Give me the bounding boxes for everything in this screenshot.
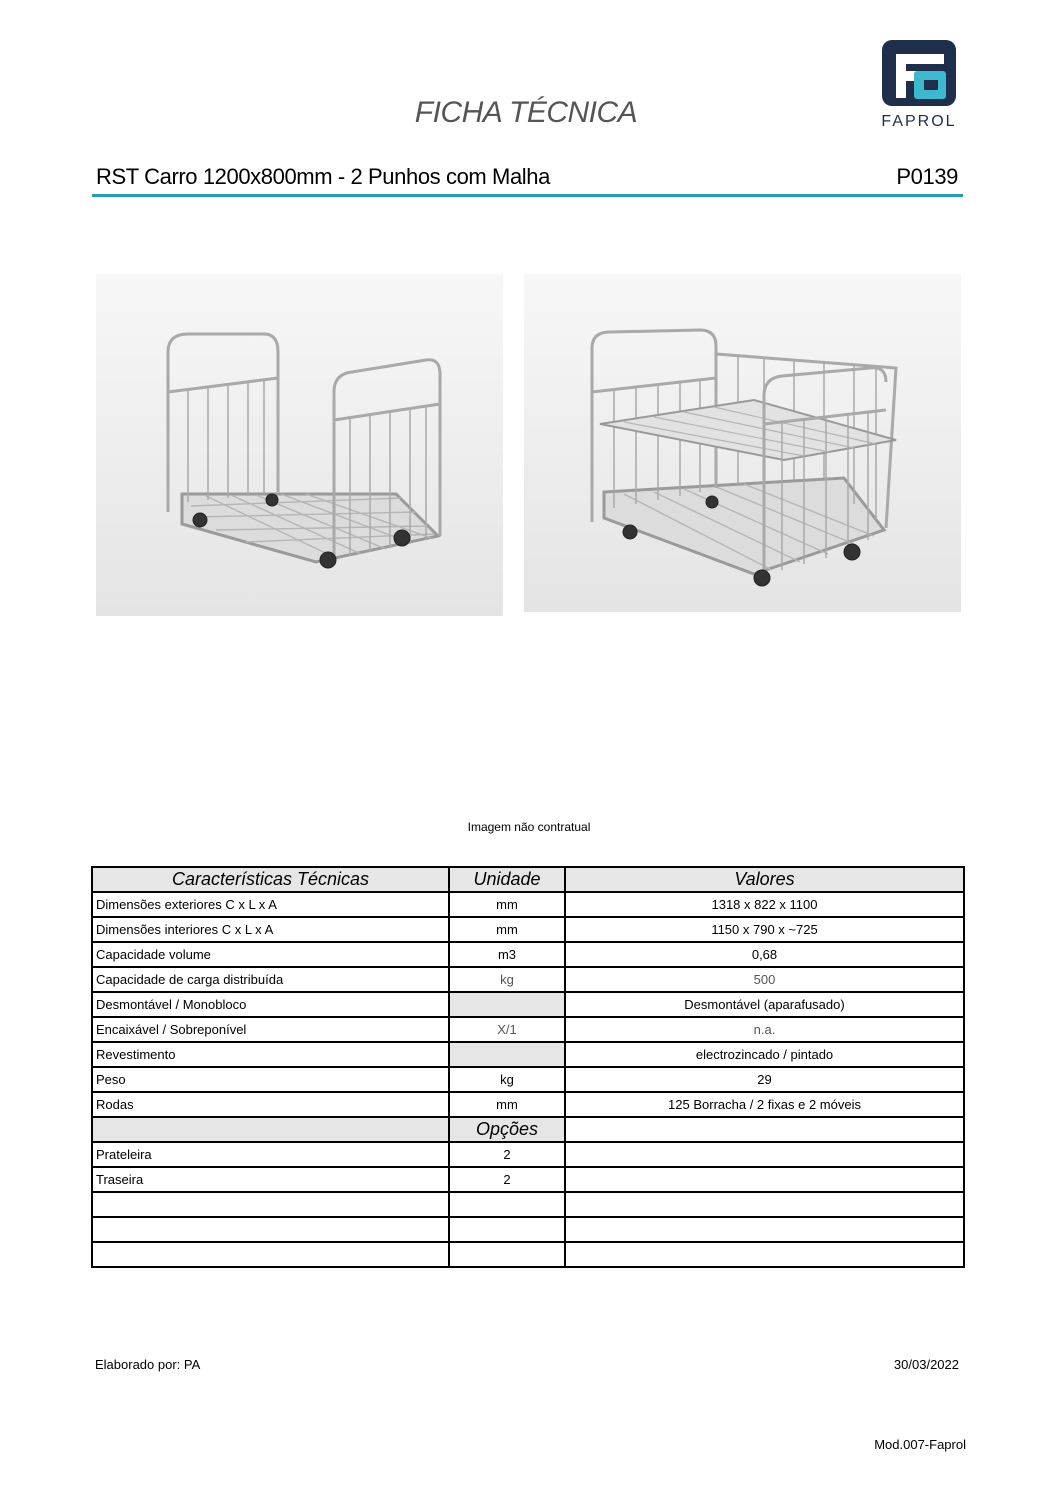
spec-row (92, 917, 964, 942)
spec-value: electrozincado / pintado (565, 1042, 964, 1067)
option-qty: 2 (449, 1167, 565, 1192)
empty-cell (565, 1217, 964, 1242)
header-characteristics: Características Técnicas (92, 867, 449, 892)
spec-label: Rodas (92, 1092, 449, 1117)
spec-row (92, 892, 964, 917)
spec-unit: m3 (449, 942, 565, 967)
spec-row (92, 967, 964, 992)
empty-cell (92, 1242, 449, 1267)
spec-row (92, 1017, 964, 1042)
options-header: Opções (449, 1117, 565, 1142)
empty-cell (449, 1192, 565, 1217)
spec-value: 125 Borracha / 2 fixas e 2 móveis (565, 1092, 964, 1117)
empty-row (92, 1192, 964, 1217)
document-title: FICHA TÉCNICA (414, 96, 638, 129)
spec-label: Encaixável / Sobreponível (92, 1017, 449, 1042)
empty-cell (92, 1217, 449, 1242)
spec-unit: X/1 (449, 1017, 565, 1042)
spec-value: Desmontável (aparafusado) (565, 992, 964, 1017)
logo-wordmark: FAPROL (881, 113, 957, 130)
spec-value: 1318 x 822 x 1100 (565, 892, 964, 917)
options-header-blank-value (565, 1117, 964, 1142)
prepared-by: Elaborado por: PA (95, 1357, 201, 1372)
spec-value: 1150 x 790 x ~725 (565, 917, 964, 942)
spec-label: Peso (92, 1067, 449, 1092)
option-row (92, 1142, 964, 1167)
image-disclaimer: Imagem não contratual (467, 820, 591, 834)
option-qty: 2 (449, 1142, 565, 1167)
spec-row (92, 942, 964, 967)
spec-label: Revestimento (92, 1042, 449, 1067)
model-reference: Mod.007-Faprol (874, 1437, 966, 1452)
product-name: RST Carro 1200x800mm - 2 Punhos com Malha (96, 164, 550, 189)
option-value (565, 1167, 964, 1192)
spec-value: 0,68 (565, 942, 964, 967)
empty-cell (565, 1242, 964, 1267)
empty-cell (565, 1192, 964, 1217)
spec-row (92, 1092, 964, 1117)
spec-table (91, 866, 965, 1268)
empty-cell (449, 1217, 565, 1242)
spec-unit (449, 1042, 565, 1067)
spec-value: 500 (565, 967, 964, 992)
header-rule (92, 194, 963, 197)
option-label: Traseira (92, 1167, 449, 1192)
spec-label: Desmontável / Monobloco (92, 992, 449, 1017)
document-date: 30/03/2022 (893, 1357, 959, 1372)
option-row (92, 1167, 964, 1192)
option-label: Prateleira (92, 1142, 449, 1167)
spec-value: 29 (565, 1067, 964, 1092)
spec-row (92, 1042, 964, 1067)
spec-label: Dimensões interiores C x L x A (92, 917, 449, 942)
options-header-blank (92, 1117, 449, 1142)
spec-header-row (92, 867, 964, 892)
spec-label: Capacidade de carga distribuída (92, 967, 449, 992)
option-value (565, 1142, 964, 1167)
spec-unit: kg (449, 967, 565, 992)
header-values: Valores (565, 867, 964, 892)
options-header-row (92, 1117, 964, 1142)
spec-unit: mm (449, 917, 565, 942)
product-photo-with-shelf (524, 274, 961, 612)
product-photo-front (96, 274, 503, 616)
spec-unit: mm (449, 892, 565, 917)
empty-cell (449, 1242, 565, 1267)
spec-value: n.a. (565, 1017, 964, 1042)
spec-unit (449, 992, 565, 1017)
empty-row (92, 1217, 964, 1242)
spec-unit: kg (449, 1067, 565, 1092)
spec-row (92, 992, 964, 1017)
header-unit: Unidade (449, 867, 565, 892)
spec-label: Capacidade volume (92, 942, 449, 967)
spec-label: Dimensões exteriores C x L x A (92, 892, 449, 917)
empty-cell (92, 1192, 449, 1217)
spec-unit: mm (449, 1092, 565, 1117)
faprol-logo (870, 38, 966, 130)
spec-row (92, 1067, 964, 1092)
product-code: P0139 (896, 164, 958, 189)
empty-row (92, 1242, 964, 1267)
